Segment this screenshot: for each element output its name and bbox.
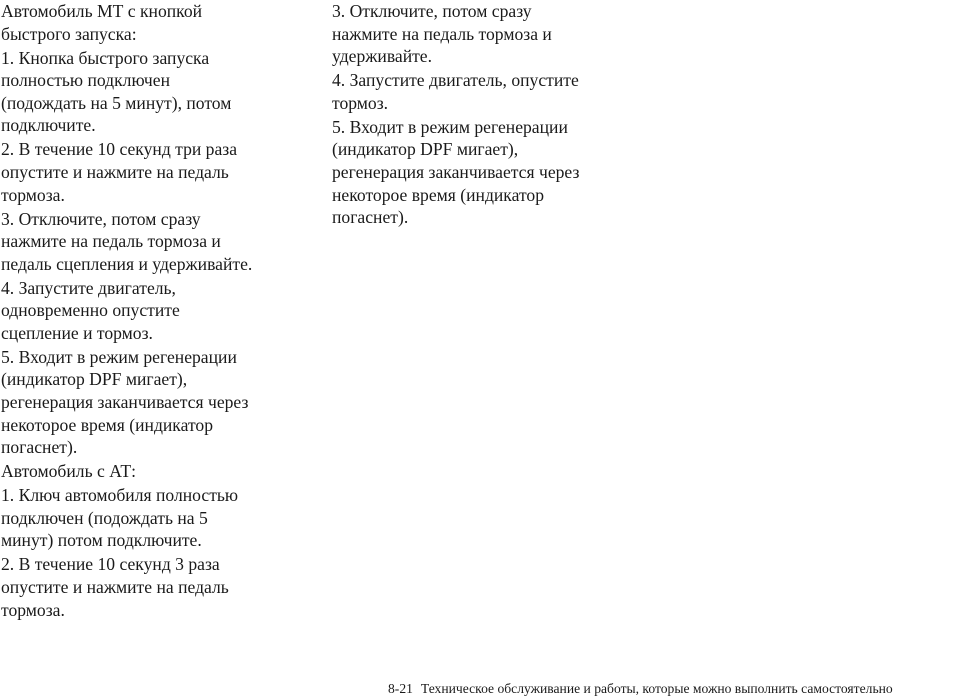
left-column (1, 0, 301, 623)
page-footer (388, 680, 955, 697)
page-number: 8-21 (388, 681, 413, 696)
right-column (332, 0, 632, 230)
footer-section-title: Техническое обслуживание и работы, которые можно выполнить самостоятельно (420, 681, 893, 696)
mt-step-1: 1. Кнопка быстрого запуска полностью подключен (подождать на 5 минут), потом подключите. (1, 47, 232, 136)
mt-step-2: 2. В течение 10 секунд три раза опустите и нажмите на педаль тормоза. (1, 139, 238, 205)
at-heading: Автомобиль с АТ: (1, 461, 136, 482)
at-step-5: 5. Входит в режим регенерации (индикатор DPF мигает), регенерация заканчивается через некоторое время (индикатор погаснет). (332, 116, 580, 228)
at-step-3: 3. Отключите, потом сразу нажмите на педаль тормоза и удерживайте. (332, 1, 552, 67)
at-step-1: 1. Ключ автомобиля полностью подключен (подождать на 5 минут) потом подключите. (1, 485, 239, 551)
mt-step-4: 4. Запустите двигатель, одновременно опустите сцепление и тормоз. (1, 277, 180, 343)
mt-step-5: 5. Входит в режим регенерации (индикатор DPF мигает), регенерация заканчивается через некоторое время (индикатор погаснет). (1, 346, 249, 458)
at-step-4: 4. Запустите двигатель, опустите тормоз. (332, 70, 579, 113)
at-step-2: 2. В течение 10 секунд 3 раза опустите и нажмите на педаль тормоза. (1, 554, 229, 620)
mt-step-3: 3. Отключите, потом сразу нажмите на педаль тормоза и педаль сцепления и удерживайте. (1, 208, 253, 274)
mt-heading: Автомобиль МТ с кнопкой быстрого запуска: (1, 1, 203, 44)
